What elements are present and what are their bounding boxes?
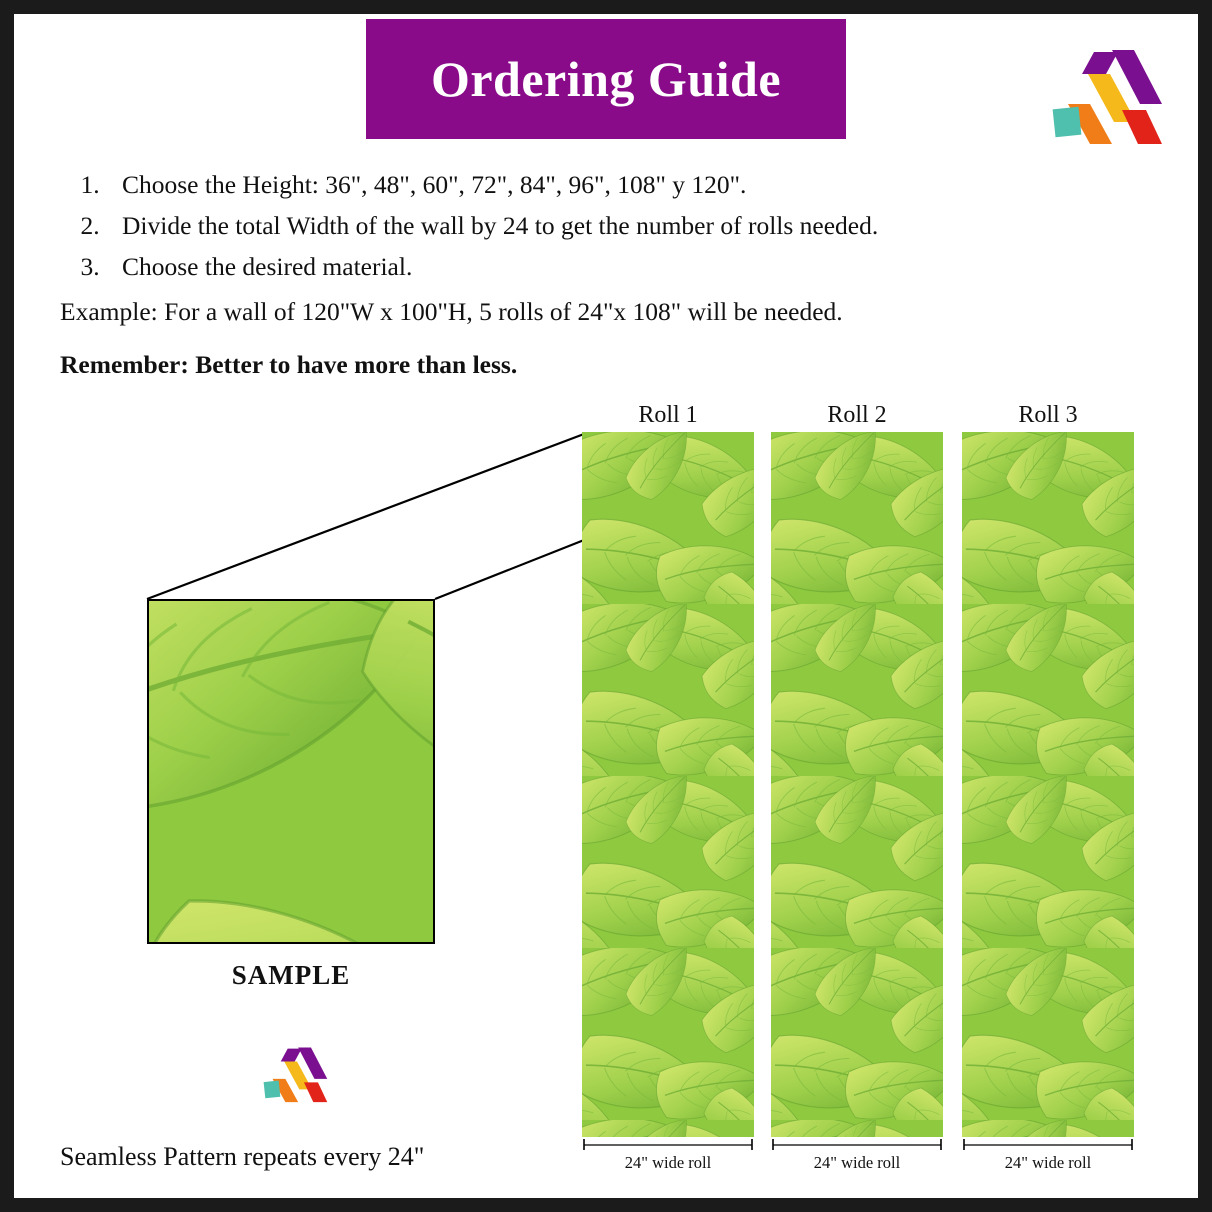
- sample-swatch: [147, 599, 435, 944]
- roll-caption: 24" wide roll: [1004, 1153, 1092, 1172]
- roll-leaf-image: [771, 432, 943, 1137]
- roll-title: Roll 2: [827, 402, 887, 428]
- title-banner: [366, 19, 846, 139]
- example-text: Example: For a wall of 120"W x 100"H, 5 rolls of 24"x 108" will be needed.: [60, 297, 843, 326]
- roll-panel-1: [582, 432, 754, 1137]
- instruction-item: 1. Choose the Height: 36", 48", 60", 72", 84", 96", 108" y 120".: [106, 164, 1170, 205]
- guide-sheet: [14, 14, 1198, 1198]
- roll-caption: 24" wide roll: [813, 1153, 901, 1172]
- roll-panel-3: [962, 432, 1134, 1137]
- roll-title: Roll 1: [638, 402, 698, 428]
- roll-panel-2: [771, 432, 943, 1137]
- brand-logo-icon: [1050, 44, 1170, 154]
- instruction-item: 3. Choose the desired material.: [106, 246, 1170, 287]
- roll-width-dimension: [962, 1138, 1134, 1152]
- roll-leaf-image: [582, 432, 754, 1137]
- sample-label: SAMPLE: [231, 960, 351, 990]
- page-title: Ordering Guide: [430, 51, 782, 107]
- instruction-item: 2. Divide the total Width of the wall by 24 to get the number of rolls needed.: [106, 205, 1170, 246]
- footer-note: Seamless Pattern repeats every 24": [60, 1142, 425, 1171]
- sample-leaf-image: [149, 601, 435, 944]
- roll-caption: 24" wide roll: [624, 1153, 712, 1172]
- brand-logo-small-icon: [262, 1044, 332, 1108]
- roll-width-dimension: [582, 1138, 754, 1152]
- roll-width-dimension: [771, 1138, 943, 1152]
- instruction-list: [60, 164, 1170, 287]
- remember-text: Remember: Better to have more than less.: [60, 350, 518, 379]
- roll-title: Roll 3: [1018, 402, 1078, 428]
- roll-leaf-image: [962, 432, 1134, 1137]
- instructions-block: [60, 164, 1170, 385]
